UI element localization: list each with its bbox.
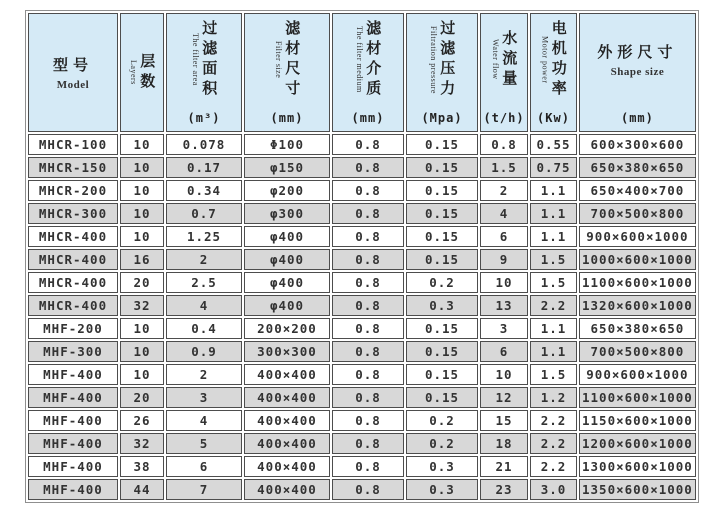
header-en-label: Model (56, 79, 90, 91)
cell-filter-medium: 0.8 (332, 387, 404, 408)
header-zh-label: 滤材尺寸 (283, 19, 302, 100)
cell-filter-medium: 0.8 (332, 295, 404, 316)
cell-layers: 10 (120, 157, 164, 178)
cell-motor-power: 1.1 (530, 180, 577, 201)
cell-model: MHCR-400 (28, 295, 118, 316)
cell-filter-medium: 0.8 (332, 203, 404, 224)
header-zh-label: 层数 (138, 52, 157, 93)
header-en-label: Motor power (540, 35, 550, 84)
cell-filtration-pressure: 0.2 (406, 272, 478, 293)
cell-filtration-pressure: 0.15 (406, 203, 478, 224)
cell-filter-size: φ150 (244, 157, 330, 178)
cell-water-flow: 23 (480, 479, 528, 500)
cell-shape-size: 1300×600×1000 (579, 456, 696, 477)
cell-layers: 44 (120, 479, 164, 500)
cell-shape-size: 600×300×600 (579, 134, 696, 155)
cell-filter-size: 400×400 (244, 364, 330, 385)
header-zh-label: 电机功率 (549, 19, 568, 100)
cell-filtration-pressure: 0.15 (406, 318, 478, 339)
filter-spec-table (26, 11, 698, 502)
header-label-group (481, 14, 527, 105)
header-label-group (531, 14, 576, 105)
cell-water-flow: 0.8 (480, 134, 528, 155)
cell-model: MHCR-300 (28, 203, 118, 224)
table-row (28, 410, 696, 431)
cell-filtration-pressure: 0.3 (406, 295, 478, 316)
cell-motor-power: 1.5 (530, 364, 577, 385)
cell-filter-area: 0.7 (166, 203, 242, 224)
cell-water-flow: 6 (480, 226, 528, 247)
cell-filtration-pressure: 0.15 (406, 226, 478, 247)
table-row (28, 433, 696, 454)
cell-layers: 32 (120, 295, 164, 316)
cell-filter-size: 300×300 (244, 341, 330, 362)
header-content (29, 14, 117, 131)
cell-water-flow: 10 (480, 364, 528, 385)
header-en-label: Filter size (273, 40, 283, 79)
cell-filter-size: 400×400 (244, 433, 330, 454)
column-header-filter-medium (332, 13, 404, 132)
header-en-label: Water flow (490, 39, 500, 80)
table-body (28, 134, 696, 500)
cell-model: MHF-400 (28, 364, 118, 385)
header-unit-label: (t/h) (483, 111, 525, 125)
cell-water-flow: 1.5 (480, 157, 528, 178)
cell-layers: 26 (120, 410, 164, 431)
cell-filter-medium: 0.8 (332, 272, 404, 293)
column-header-filter-size (244, 13, 330, 132)
cell-motor-power: 2.2 (530, 295, 577, 316)
cell-filter-size: φ400 (244, 295, 330, 316)
cell-filter-area: 6 (166, 456, 242, 477)
cell-motor-power: 1.1 (530, 318, 577, 339)
header-content (245, 14, 329, 131)
cell-model: MHCR-400 (28, 226, 118, 247)
cell-motor-power: 2.2 (530, 433, 577, 454)
cell-filter-medium: 0.8 (332, 479, 404, 500)
cell-shape-size: 700×500×800 (579, 203, 696, 224)
cell-motor-power: 2.2 (530, 456, 577, 477)
cell-filter-size: φ400 (244, 272, 330, 293)
header-unit-label: (m³) (187, 111, 221, 125)
header-zh-label: 过滤面积 (200, 19, 219, 100)
cell-water-flow: 15 (480, 410, 528, 431)
cell-model: MHCR-400 (28, 272, 118, 293)
cell-filter-area: 1.25 (166, 226, 242, 247)
cell-layers: 32 (120, 433, 164, 454)
cell-filter-area: 0.9 (166, 341, 242, 362)
cell-filter-size: φ300 (244, 203, 330, 224)
cell-water-flow: 13 (480, 295, 528, 316)
cell-filter-area: 5 (166, 433, 242, 454)
cell-filter-medium: 0.8 (332, 341, 404, 362)
cell-layers: 10 (120, 226, 164, 247)
header-content (121, 14, 163, 131)
cell-motor-power: 1.2 (530, 387, 577, 408)
cell-layers: 38 (120, 456, 164, 477)
cell-water-flow: 10 (480, 272, 528, 293)
cell-model: MHF-200 (28, 318, 118, 339)
cell-filter-area: 3 (166, 387, 242, 408)
cell-shape-size: 1100×600×1000 (579, 387, 696, 408)
cell-filter-size: 400×400 (244, 479, 330, 500)
header-content (481, 14, 527, 131)
header-content (333, 14, 403, 131)
header-label-group (245, 14, 329, 105)
cell-filtration-pressure: 0.15 (406, 157, 478, 178)
cell-filter-area: 0.34 (166, 180, 242, 201)
cell-layers: 10 (120, 134, 164, 155)
header-row (28, 13, 696, 132)
cell-shape-size: 1320×600×1000 (579, 295, 696, 316)
cell-filter-area: 2 (166, 364, 242, 385)
table-row (28, 295, 696, 316)
header-en-label: Shape size (610, 66, 665, 78)
cell-filter-size: 400×400 (244, 387, 330, 408)
cell-motor-power: 3.0 (530, 479, 577, 500)
cell-shape-size: 1100×600×1000 (579, 272, 696, 293)
table-row (28, 249, 696, 270)
cell-filter-medium: 0.8 (332, 318, 404, 339)
cell-filter-area: 0.17 (166, 157, 242, 178)
cell-filtration-pressure: 0.15 (406, 341, 478, 362)
cell-filter-medium: 0.8 (332, 180, 404, 201)
cell-water-flow: 18 (480, 433, 528, 454)
header-unit-label: (Mpa) (421, 111, 463, 125)
cell-water-flow: 3 (480, 318, 528, 339)
header-label-group (580, 14, 695, 105)
cell-filter-area: 4 (166, 410, 242, 431)
cell-filtration-pressure: 0.15 (406, 180, 478, 201)
cell-model: MHCR-200 (28, 180, 118, 201)
header-content (531, 14, 576, 131)
cell-water-flow: 2 (480, 180, 528, 201)
cell-filter-size: 400×400 (244, 456, 330, 477)
spec-table-wrapper (25, 10, 699, 503)
header-en-label: Layers (128, 60, 138, 85)
table-row (28, 203, 696, 224)
column-header-motor-power (530, 13, 577, 132)
cell-filter-size: φ400 (244, 249, 330, 270)
cell-model: MHF-400 (28, 387, 118, 408)
cell-filtration-pressure: 0.2 (406, 410, 478, 431)
cell-layers: 10 (120, 180, 164, 201)
table-row (28, 387, 696, 408)
cell-water-flow: 21 (480, 456, 528, 477)
cell-filtration-pressure: 0.3 (406, 479, 478, 500)
header-content (580, 14, 695, 131)
cell-layers: 10 (120, 364, 164, 385)
table-row (28, 180, 696, 201)
column-header-model (28, 13, 118, 132)
cell-shape-size: 1350×600×1000 (579, 479, 696, 500)
header-en-label: Filtration pressure (428, 25, 438, 94)
cell-filter-medium: 0.8 (332, 456, 404, 477)
cell-layers: 16 (120, 249, 164, 270)
cell-shape-size: 700×500×800 (579, 341, 696, 362)
header-unit-label: (mm) (351, 111, 385, 125)
cell-motor-power: 2.2 (530, 410, 577, 431)
cell-filter-medium: 0.8 (332, 433, 404, 454)
cell-shape-size: 650×400×700 (579, 180, 696, 201)
table-row (28, 157, 696, 178)
cell-model: MHCR-400 (28, 249, 118, 270)
cell-filter-size: φ200 (244, 180, 330, 201)
header-unit-label: (Kw) (537, 111, 570, 125)
header-label-group (29, 14, 117, 131)
cell-filtration-pressure: 0.2 (406, 433, 478, 454)
cell-filtration-pressure: 0.15 (406, 134, 478, 155)
cell-motor-power: 1.5 (530, 272, 577, 293)
cell-filter-size: 400×400 (244, 410, 330, 431)
cell-water-flow: 12 (480, 387, 528, 408)
cell-filtration-pressure: 0.15 (406, 364, 478, 385)
header-label-group (167, 14, 241, 105)
cell-filter-medium: 0.8 (332, 134, 404, 155)
table-row (28, 479, 696, 500)
header-zh-label: 滤材介质 (364, 19, 383, 100)
table-row (28, 364, 696, 385)
cell-motor-power: 0.75 (530, 157, 577, 178)
cell-filter-area: 2.5 (166, 272, 242, 293)
cell-filter-area: 4 (166, 295, 242, 316)
header-en-label: The filter medium (354, 26, 364, 93)
column-header-shape-size (579, 13, 696, 132)
header-zh-label: 型号 (52, 56, 93, 74)
header-label-group (121, 14, 163, 131)
cell-filter-area: 2 (166, 249, 242, 270)
table-header (28, 13, 696, 132)
cell-motor-power: 1.1 (530, 341, 577, 362)
column-header-water-flow (480, 13, 528, 132)
header-content (407, 14, 477, 131)
header-zh-label: 外形尺寸 (597, 43, 678, 61)
cell-shape-size: 650×380×650 (579, 157, 696, 178)
header-zh-label: 水流量 (500, 29, 519, 90)
cell-filtration-pressure: 0.3 (406, 456, 478, 477)
cell-layers: 10 (120, 318, 164, 339)
cell-model: MHCR-100 (28, 134, 118, 155)
cell-water-flow: 6 (480, 341, 528, 362)
cell-model: MHCR-150 (28, 157, 118, 178)
cell-filter-medium: 0.8 (332, 410, 404, 431)
cell-model: MHF-400 (28, 479, 118, 500)
cell-filtration-pressure: 0.15 (406, 249, 478, 270)
cell-filter-medium: 0.8 (332, 249, 404, 270)
cell-water-flow: 4 (480, 203, 528, 224)
cell-shape-size: 900×600×1000 (579, 364, 696, 385)
cell-filter-size: 200×200 (244, 318, 330, 339)
cell-water-flow: 9 (480, 249, 528, 270)
cell-shape-size: 1000×600×1000 (579, 249, 696, 270)
table-row (28, 318, 696, 339)
cell-shape-size: 1150×600×1000 (579, 410, 696, 431)
cell-model: MHF-400 (28, 456, 118, 477)
header-content (167, 14, 241, 131)
table-row (28, 341, 696, 362)
cell-motor-power: 1.5 (530, 249, 577, 270)
cell-filter-size: Φ100 (244, 134, 330, 155)
cell-filter-area: 0.4 (166, 318, 242, 339)
cell-model: MHF-400 (28, 433, 118, 454)
cell-filter-size: φ400 (244, 226, 330, 247)
cell-shape-size: 1200×600×1000 (579, 433, 696, 454)
header-zh-label: 过滤压力 (438, 19, 457, 100)
cell-model: MHF-400 (28, 410, 118, 431)
cell-shape-size: 900×600×1000 (579, 226, 696, 247)
header-label-group (407, 14, 477, 105)
cell-model: MHF-300 (28, 341, 118, 362)
cell-layers: 20 (120, 272, 164, 293)
cell-motor-power: 0.55 (530, 134, 577, 155)
header-en-label: The filter area (190, 33, 200, 86)
cell-filter-area: 0.078 (166, 134, 242, 155)
header-label-group (333, 14, 403, 105)
table-row (28, 226, 696, 247)
cell-motor-power: 1.1 (530, 226, 577, 247)
table-row (28, 272, 696, 293)
cell-layers: 10 (120, 203, 164, 224)
table-row (28, 456, 696, 477)
cell-shape-size: 650×380×650 (579, 318, 696, 339)
header-unit-label: (mm) (270, 111, 304, 125)
table-row (28, 134, 696, 155)
cell-filtration-pressure: 0.15 (406, 387, 478, 408)
column-header-filter-area (166, 13, 242, 132)
cell-layers: 10 (120, 341, 164, 362)
cell-filter-area: 7 (166, 479, 242, 500)
cell-filter-medium: 0.8 (332, 157, 404, 178)
cell-filter-medium: 0.8 (332, 226, 404, 247)
cell-motor-power: 1.1 (530, 203, 577, 224)
column-header-layers (120, 13, 164, 132)
header-unit-label: (mm) (620, 111, 654, 125)
cell-filter-medium: 0.8 (332, 364, 404, 385)
cell-layers: 20 (120, 387, 164, 408)
column-header-filtration-pressure (406, 13, 478, 132)
